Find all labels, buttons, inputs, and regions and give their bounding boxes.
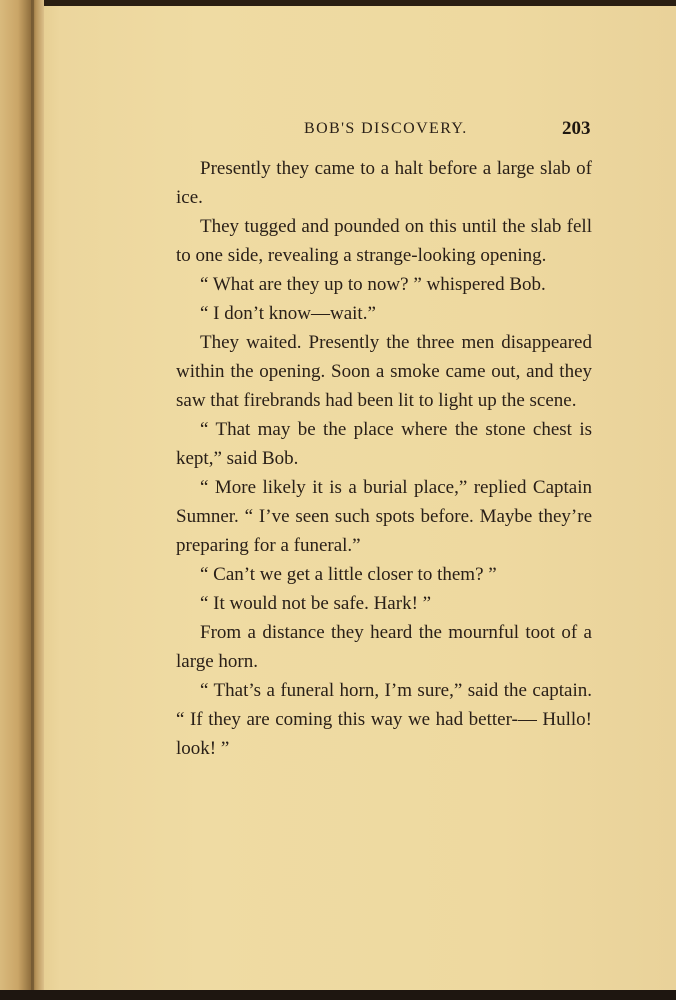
page-number: 203 (562, 118, 591, 139)
paragraph: They waited. Presently the three men disappeared within the opening. Soon a smoke came out, and they saw that firebrands had been lit to light up the scene. (176, 332, 592, 411)
paragraph: Presently they came to a halt before a large slab of ice. (176, 158, 592, 208)
paragraph: “ Can’t we get a little closer to them? ” (200, 564, 497, 585)
book-spine (0, 0, 44, 1000)
paragraph: From a distance they heard the mournful toot of a large horn. (176, 622, 592, 672)
running-head: BOB'S DISCOVERY. (304, 120, 468, 137)
paragraph: “ More likely it is a burial place,” replied Captain Sumner. “ I’ve seen such spots before. Maybe they’re preparing for a funeral.” (176, 477, 592, 556)
spine-fold (31, 0, 34, 1000)
page-top-edge (0, 0, 676, 6)
body-text (176, 154, 592, 763)
paragraph: “ It would not be safe. Hark! ” (200, 593, 432, 614)
paragraph: “ I don’t know—wait.” (200, 303, 376, 324)
paragraph: “ That’s a funeral horn, I’m sure,” said the captain. “ If they are coming this way we had better-— Hullo! look! ” (176, 680, 592, 759)
paragraph: “ That may be the place where the stone chest is kept,” said Bob. (176, 419, 592, 469)
page-bottom-edge (0, 990, 676, 1000)
paragraph: “ What are they up to now? ” whispered Bob. (200, 274, 546, 295)
paragraph: They tugged and pounded on this until the slab fell to one side, revealing a strange-looking opening. (176, 216, 592, 266)
page-header (0, 118, 676, 142)
